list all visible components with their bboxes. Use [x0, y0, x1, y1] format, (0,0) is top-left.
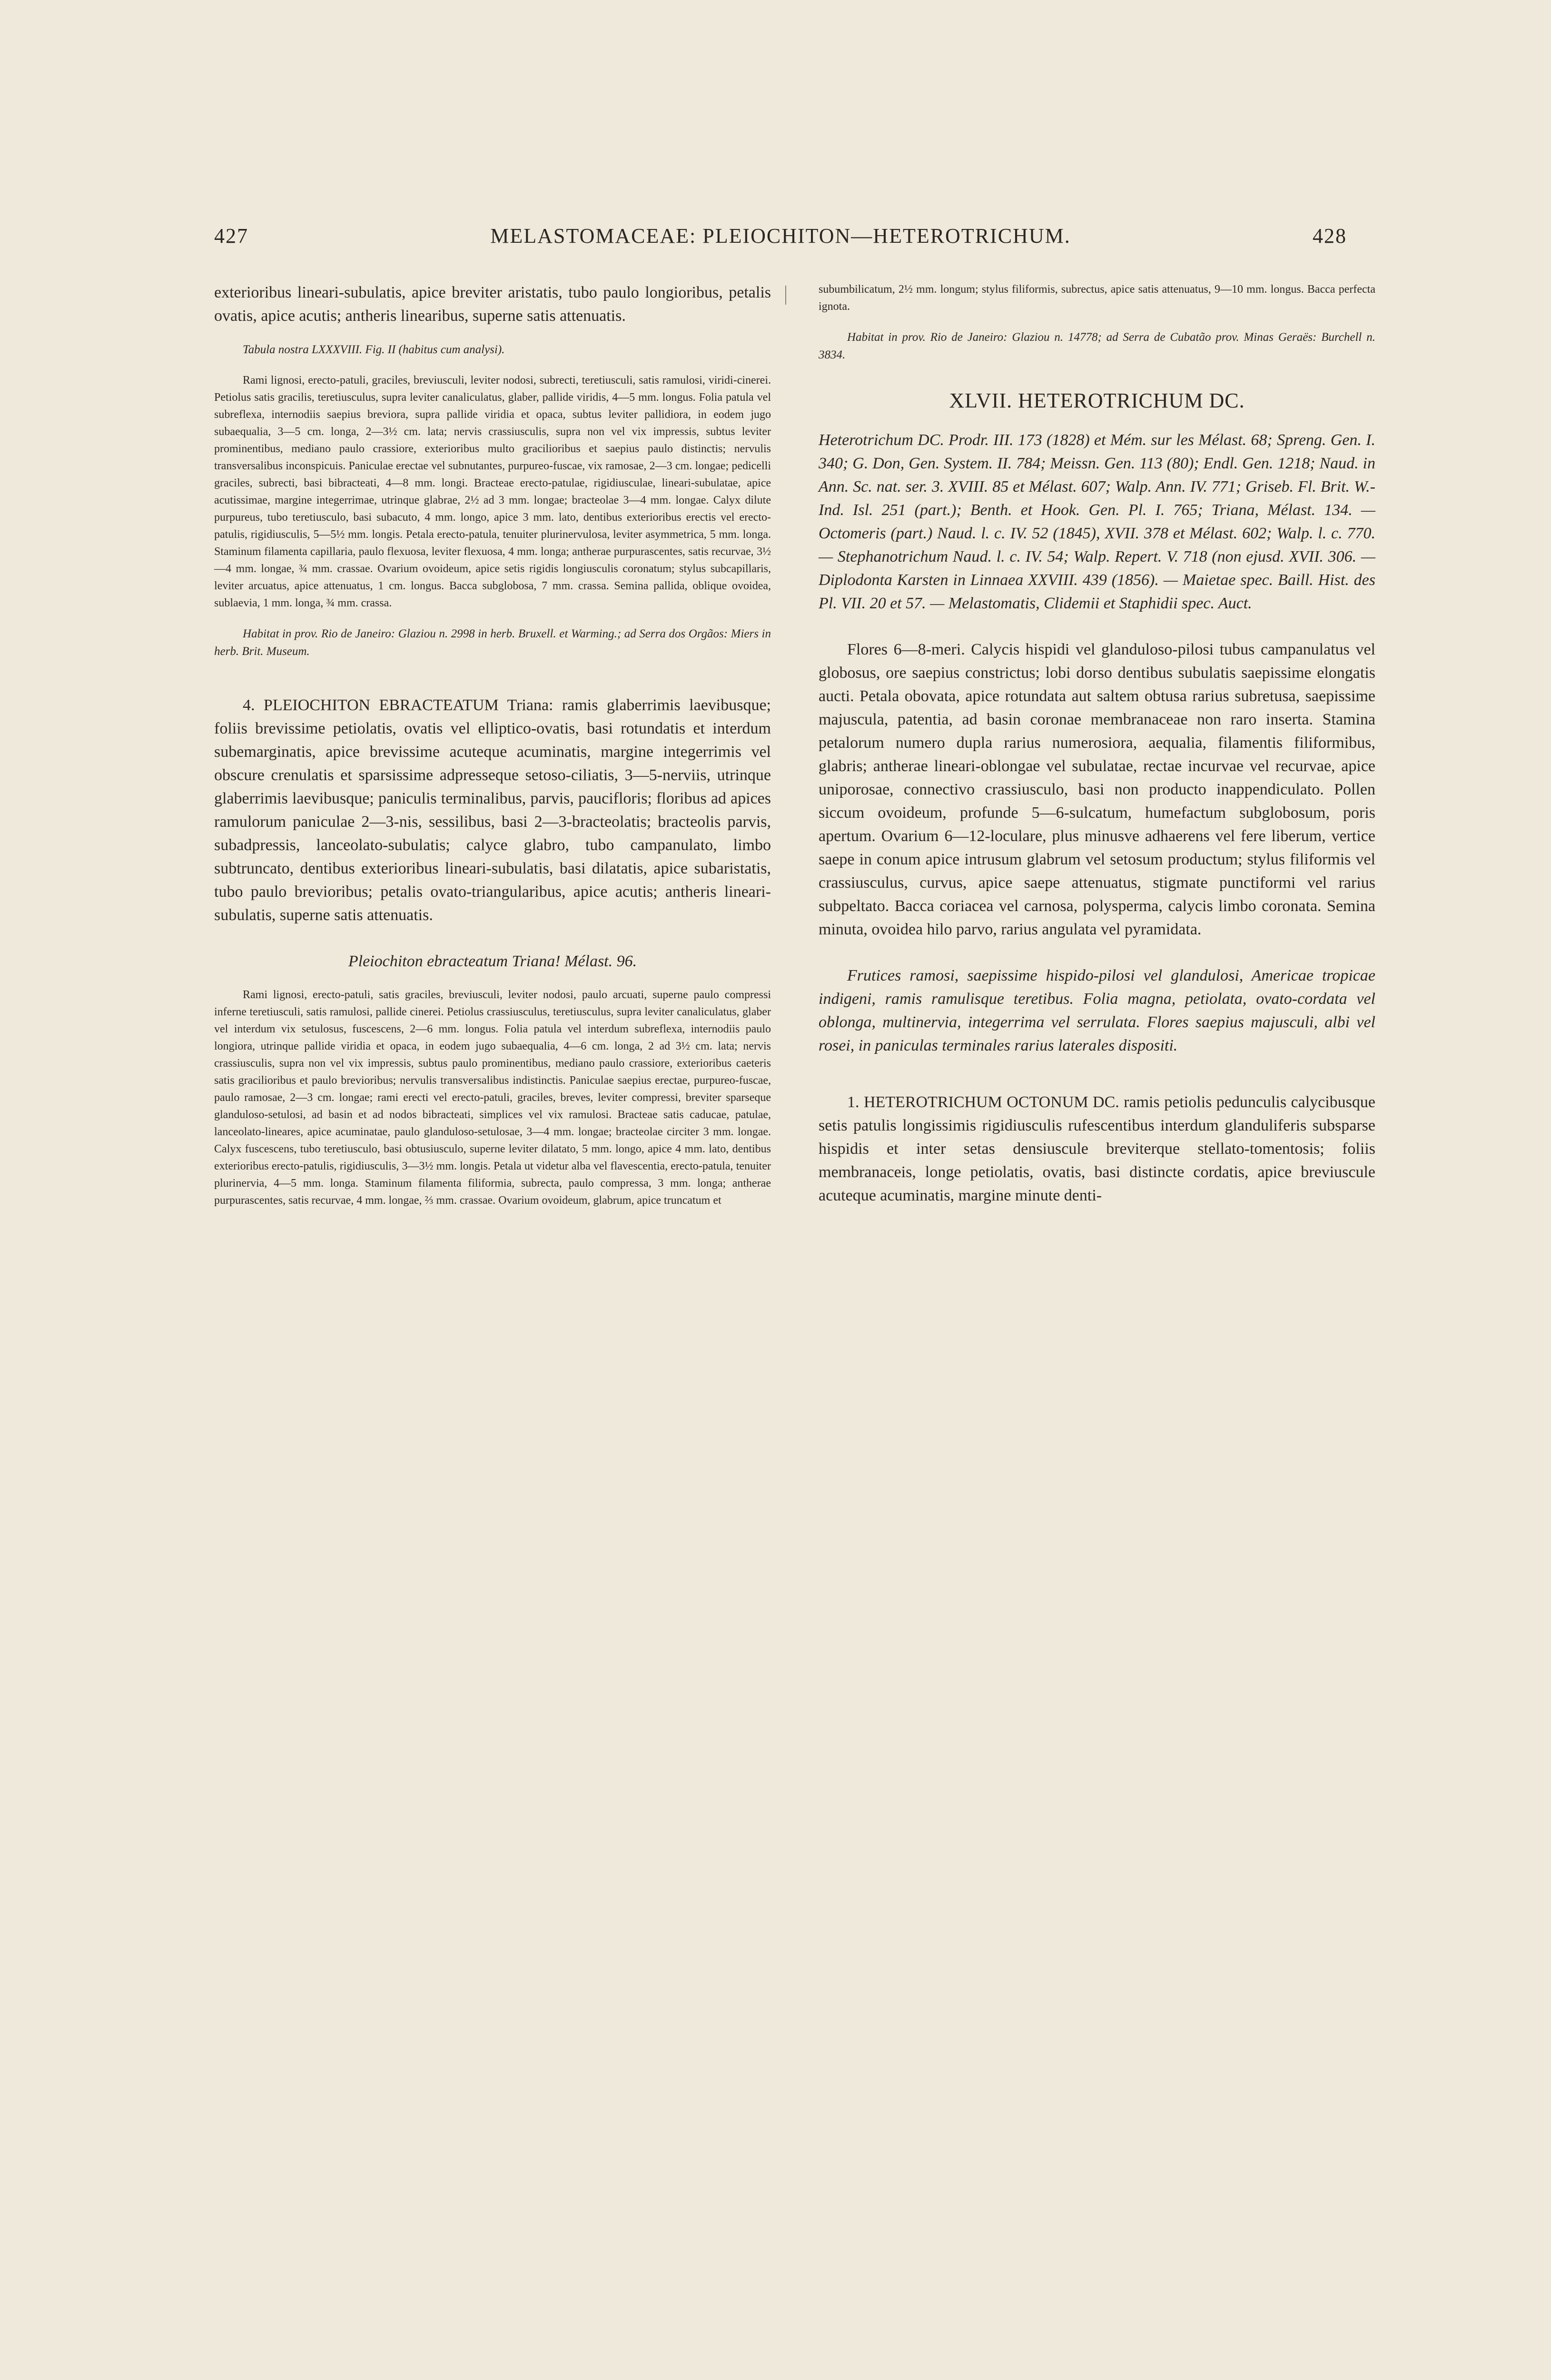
species-4-description: Rami lignosi, erecto-patuli, satis graciles, breviusculi, leviter nodosi, paulo arcuati, superne paulo compressi inferne teretiusculi, satis ramulosi, pallide cinerei. Petiolus crassiusculus, teretiusculus, supra leviter canaliculatus, glaber vel interdum vix setulosus, fuscescens, 2—6 mm. longus. Folia patula vel interdum subreflexa, internodiis paulo longiora, utrinque pallide viridia et opaca, in eodem jugo subaequalia, 4—6 cm. longa, 2 ad 3½ cm. lata; nervis crassiusculis, supra non vel vix impressis, subtus paulo prominentibus, mediano paulo crassiore, exterioribus caeteris satis gracilioribus et paulo brevioribus; nervulis transversalibus indistinctis. Paniculae saepius erectae, purpureo-fuscae, paulo ramosae, 2—3 cm. longae; rami erecti vel erecto-patuli, graciles, breves, leviter compressi, breviter sparseque glanduloso-setulosi, ad basin et ad nodos bibracteati, simplices vel vix ramulosi. Bracteae satis caducae, patulae, lanceolato-lineares, apice acuminatae, paulo glanduloso-setulosae, 3—4 mm. longae; bracteolae circiter 3 mm. longae. Calyx fuscescens, tubo teretiusculo, basi obtusiusculo, superne leviter dilatato, 5 mm. longo, apice 4 mm. lato, dentibus exterioribus erecto-patulis, rigidiusculis, 3—3½ mm. longis. Petala ut videtur alba vel flavescentia, erecto-patula, tenuiter plurinervia, 4—5 mm. longa. Staminum filamenta filiformia, subrecta, paulo compressa, 3 mm. longa; antherae purpurascentes, satis recurvae, 4 mm. longae, ⅔ mm. crassae. Ovarium ovoideum, glabrum, apice truncatum et: [214, 989, 771, 1207]
genus-synonymy: Heterotrichum DC. Prodr. III. 173 (1828) et Mém. sur les Mélast. 68; Spreng. Gen. I. 340; G. Don, Gen. System. II. 784; Meissn. Gen. 113 (80); Endl. Gen. 1218; Naud. in Ann. Sc. nat. ser. 3. XVIII. 85 et Mélast. 607; Walp. Ann. IV. 771; Griseb. Fl. Brit. W.-Ind. Isl. 251 (part.); Benth. et Hook. Gen. Pl. I. 765; Triana, Mélast. 134. — Octomeris (part.) Naud. l. c. IV. 52 (1845), XVII. 378 et Mélast. 602; Walp. l. c. 770. — Stephanotrichum Naud. l. c. IV. 54; Walp. Repert. V. 718 (non ejusd. XVII. 306. — Diplodonta Karsten in Linnaea XXVIII. 439 (1856). — Maietae spec. Baill. Hist. des Pl. VII. 20 et 57. — Melastomatis, Clidemii et Staphidii spec. Auct.: [819, 431, 1375, 612]
species-3-description: Rami lignosi, erecto-patuli, graciles, breviusculi, leviter nodosi, subrecti, teretiusculi, satis ramulosi, viridi-cinerei. Petiolus satis gracilis, teretiusculus, supra leviter canaliculatus, glaber, pallide viridis, 4—5 mm. longus. Folia patula vel subreflexa, internodiis saepius breviora, supra pallide viridia et opaca, subtus leviter pallidiora, in eodem jugo subaequalia, 3—5 cm. longa, 2—3½ cm. lata; nervis crassiusculis, supra non vel vix impressis, subtus leviter prominentibus, mediano paulo crassiore, exterioribus multo gracilioribus et saepius paulo distinctis; nervulis transversalibus inconspicuis. Paniculae erectae vel subnutantes, purpureo-fuscae, vix ramosae, 2—3 cm. longae; pedicelli graciles, subrecti, basi bibracteati, 4—8 mm. longi. Bracteae erecto-patulae, rigidiusculae, lineari-subulatae, apice acutissimae, margine integerrimae, utrinque glabrae, 2½ ad 3 mm. longae; bracteolae 3—4 mm. longae. Calyx dilute purpureus, tubo teretiusculo, basi subacuto, 4 mm. longo, apice 3 mm. lato, dentibus exterioribus erectis vel erecto-patulis, rigidiusculis, 5—5½ mm. longis. Petala erecto-patula, tenuiter plurinervulosa, leviter asymmetrica, 5 mm. longa. Staminum filamenta capillaria, paulo flexuosa, leviter flexuosa, 4 mm. longa; antherae purpurascentes, satis recurvae, 3½—4 mm. longae, ¾ mm. crassae. Ovarium ovoideum, apice setis rigidis longiusculis coronatum; stylus subcapillaris, leviter arcuatus, apice attenuatus, 1 cm. longus. Bacca subglobosa, 7 mm. crassa. Semina pallida, oblique ovoidea, sublaevia, 1 mm. longa, ¾ mm. crassa.: [214, 374, 771, 609]
species-3-habitat: Habitat in prov. Rio de Janeiro: Glaziou n. 2998 in herb. Bruxell. et Warming.; ad Serra dos Orgãos: Miers in herb. Brit. Museum.: [214, 627, 771, 658]
diagnosis-continuation: exterioribus lineari-subulatis, apice breviter aristatis, tubo paulo longioribus, petalis ovatis, apice acutis; antheris linearibus, superne satis attenuatis.: [214, 284, 771, 325]
species-4-habitat: Habitat in prov. Rio de Janeiro: Glaziou n. 14778; ad Serra de Cubatão prov. Minas Geraës: Burchell n. 3834.: [819, 331, 1375, 361]
running-title: MELASTOMACEAE: PLEIOCHITON—HETEROTRICHUM.: [490, 224, 1071, 248]
genus-habit: Frutices ramosi, saepissime hispido-pilosi vel glandulosi, Americae tropicae indigeni, ramis ramulisque teretibus. Folia magna, petiolata, ovato-cordata vel oblonga, multinervia, integerrima vel serrulata. Flores saepius majusculi, albi vel rosei, in paniculas terminales rarius laterales dispositi.: [819, 967, 1375, 1054]
page-number-right: 428: [1313, 224, 1347, 248]
species-4-synonymy: Pleiochiton ebracteatum Triana! Mélast. 96.: [348, 952, 637, 970]
genus-heading: XLVII. HETEROTRICHUM DC.: [949, 389, 1245, 412]
species-1-diagnosis: 1. HETEROTRICHUM OCTONUM DC. ramis petiolis pedunculis calycibusque setis patulis longissimis rigidiusculis rufescentibus interdum glanduliferis subsparse hispidis et inter setas densiuscule breviterque stellato-tomentosis; foliis membranaceis, longe petiolatis, ovatis, basi distincte cordatis, apice breviuscule acuteque acuminatis, margine minute denti-: [819, 1093, 1375, 1204]
running-header: [214, 224, 1347, 257]
left-column: [214, 281, 771, 1209]
species-4-description-continued: subumbilicatum, 2½ mm. longum; stylus filiformis, subrectus, apice satis attenuatus, 9—10 mm. longus. Bacca perfecta ignota.: [819, 283, 1375, 313]
species-4-diagnosis: 4. PLEIOCHITON EBRACTEATUM Triana: ramis glaberrimis laevibusque; foliis brevissime petiolatis, ovatis vel elliptico-ovatis, basi rotundatis et interdum subemarginatis, apice brevissime acuteque acuminatis, margine integerrimis vel obscure crenulatis et sparsissime adpresseque setoso-ciliatis, 3—5-nerviis, utrinque glaberrimis laevibusque; paniculis terminalibus, parvis, paucifloris; floribus ad apices ramulorum paniculae 2—3-nis, sessilibus, basi 2—3-bracteolatis; bracteolis parvis, subadpressis, lanceolato-subulatis; calyce glabro, tubo campanulato, limbo subtruncato, dentibus exterioribus lineari-subulatis, basi dilatatis, apice subaristatis, tubo paulo brevioribus; petalis ovato-triangularibus, apice acutis; antheris lineari-subulatis, superne satis attenuatis.: [214, 696, 771, 924]
right-column: [819, 281, 1375, 1207]
page-number-left: 427: [214, 224, 248, 248]
plate-reference: Tabula nostra LXXXVIII. Fig. II (habitus cum analysi).: [243, 343, 505, 356]
genus-description: Flores 6—8-meri. Calycis hispidi vel glanduloso-pilosi tubus campanulatus vel globosus, ore saepius constrictus; lobi dorso dentibus subulatis saepissime elongatis aucti. Petala obovata, apice rotundata aut saltem obtusa rarius subretusa, saepissime majuscula, patentia, ad basin coronae membranaceae non raro inserta. Stamina petalorum numero dupla rarius numerosiora, aequalia, filamentis filiformibus, glabris; antherae lineari-oblongae vel subulatae, rectae incurvae vel recurvae, apice uniporosae, connectivo crassiusculo, basi non producto inappendiculato. Pollen siccum ovoideum, profunde 5—6-sulcatum, humefactum subglobosum, poris apertum. Ovarium 6—12-loculare, plus minusve adhaerens vel fere liberum, vertice saepe in conum apice intrusum glabrum vel setosum productum; stylus filiformis vel crassiusculus, curvus, apice saepe attenuatus, stigmate punctiformi vel rarius subpeltato. Bacca coriacea vel carnosa, polysperma, calycis limbo coronata. Semina minuta, ovoidea hilo parvo, rarius angulata vel pyramidata.: [819, 641, 1375, 938]
column-divider: [785, 286, 786, 305]
